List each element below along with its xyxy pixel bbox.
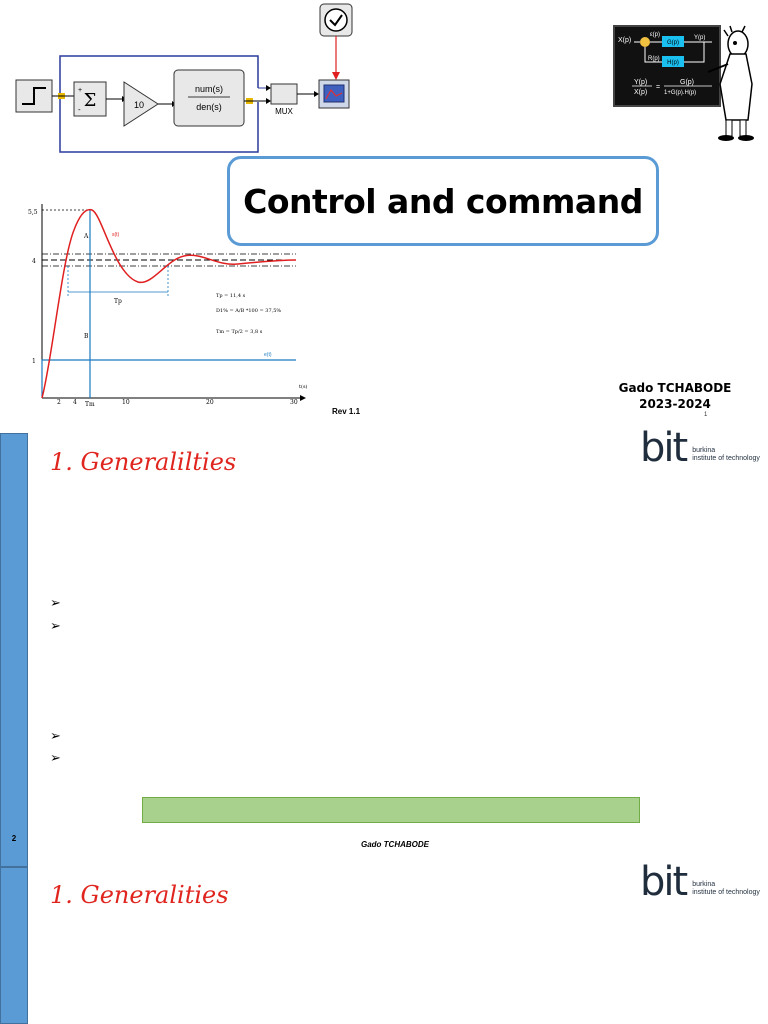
bullet-marker: ➢ [50,750,61,765]
svg-text:2: 2 [57,399,61,406]
bullet-marker: ➢ [50,595,61,610]
svg-text:1: 1 [32,358,36,365]
svg-text:D1% = A/B *100 = 37,5%: D1% = A/B *100 = 37,5% [216,308,282,314]
svg-text:Tp = 11,4 s: Tp = 11,4 s [216,293,246,299]
svg-text:Tp: Tp [114,298,122,305]
svg-text:=: = [656,84,661,91]
mux-block [271,84,297,104]
svg-text:X(p): X(p) [618,37,632,44]
svg-text:5,5: 5,5 [28,209,38,216]
teacher-blackboard-illustration [612,24,764,144]
title-box [227,156,659,246]
svg-text:4: 4 [32,258,36,265]
svg-text:4: 4 [73,399,77,406]
svg-text:s(t): s(t) [112,232,120,238]
svg-text:20: 20 [206,399,214,406]
svg-text:MUX: MUX [275,107,293,116]
svg-text:1+G(p).H(p): 1+G(p).H(p) [664,90,697,96]
highlight-bar [142,797,640,823]
logo-text: bit [640,425,687,471]
svg-text:Tm = Tp/2 = 3,8 s: Tm = Tp/2 = 3,8 s [216,329,263,335]
svg-text:G(p): G(p) [680,79,694,86]
footer-author: Gado TCHABODE [361,840,429,849]
svg-text:Y(p): Y(p) [694,35,706,41]
svg-text:Tm: Tm [85,401,95,408]
svg-text:30: 30 [290,399,298,406]
svg-text:+: + [78,87,83,94]
section-heading: 1. Generalities [50,881,229,909]
svg-text:-: - [78,105,81,114]
slide-title: Control and command [243,181,643,221]
svg-text:A: A [84,233,89,240]
svg-text:t(s): t(s) [299,384,308,390]
svg-text:Σ: Σ [83,90,97,111]
section-heading: 1. Generalilties [50,448,237,476]
svg-text:B: B [84,333,89,340]
academic-year: 2023-2024 [639,397,711,411]
svg-text:X(p): X(p) [634,89,648,96]
svg-text:H(p): H(p) [667,60,679,66]
author-name: Gado TCHABODE [618,381,732,395]
block-diagram [8,0,360,158]
slide-number: 2 [11,834,17,843]
author-block [610,380,740,412]
bullet-marker: ➢ [50,728,61,743]
bit-logo [640,859,760,905]
svg-text:G(p): G(p) [667,40,679,46]
bit-logo [640,425,760,471]
slide-3-side-bar [0,867,28,1024]
slide-2-side-bar [0,433,28,867]
svg-text:ε(p): ε(p) [650,32,661,38]
svg-text:10: 10 [134,100,145,110]
svg-text:num(s): num(s) [194,84,224,94]
page-mark: 1 [704,412,708,418]
revision-label: Rev 1.1 [332,407,361,416]
bullet-marker: ➢ [50,618,61,633]
logo-text: bit [640,859,687,905]
svg-text:e(t): e(t) [264,352,272,358]
svg-text:Y(p): Y(p) [634,79,648,86]
svg-text:10: 10 [122,399,130,406]
svg-text:R(p): R(p) [648,56,660,62]
transfer-function-block [174,70,244,126]
svg-text:den(s): den(s) [196,102,222,112]
logo-subtitle: burkina institute of technology [692,447,760,462]
logo-subtitle: burkina institute of technology [692,881,760,896]
